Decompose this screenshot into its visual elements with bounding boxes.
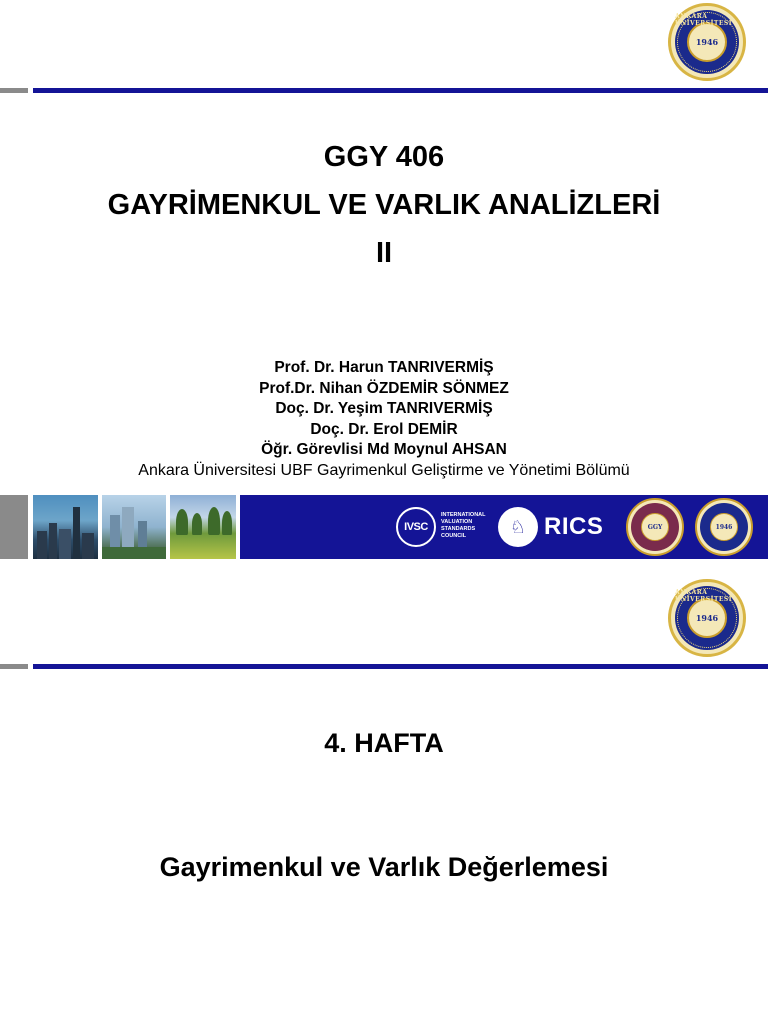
seal-ring bbox=[675, 586, 739, 650]
countryside-field-photo bbox=[170, 495, 236, 559]
footer-banner bbox=[0, 495, 768, 559]
department-badge-logo: GGY bbox=[626, 498, 684, 556]
university-seal-logo bbox=[668, 3, 746, 81]
banner-gray-segment bbox=[0, 495, 28, 559]
course-code: GGY 406 bbox=[323, 141, 445, 173]
seal-emblem bbox=[687, 22, 727, 62]
ivsc-logo: IVSC bbox=[396, 507, 436, 547]
author-name: Öğr. Görevlisi Md Moynul AHSAN bbox=[261, 441, 507, 458]
author-name: Doç. Dr. Yeşim TANRIVERMİŞ bbox=[275, 400, 493, 417]
university-badge-logo: 1946 bbox=[695, 498, 753, 556]
course-part: II bbox=[375, 237, 393, 269]
seal-emblem bbox=[687, 598, 727, 638]
author-name: Prof.Dr. Nihan ÖZDEMİR SÖNMEZ bbox=[259, 379, 509, 397]
course-title bbox=[0, 133, 768, 277]
author-affiliation: Ankara Üniversitesi UBF Gayrimenkul Geliştirme ve Yönetimi Bölümü bbox=[138, 461, 630, 479]
header-divider bbox=[0, 88, 768, 94]
author-name: Doç. Dr. Erol DEMİR bbox=[310, 420, 458, 438]
seal-year: 1946 bbox=[695, 613, 719, 623]
divider-blue-segment bbox=[33, 664, 768, 669]
modern-towers-photo bbox=[102, 495, 166, 559]
week-heading: 4. HAFTA bbox=[324, 728, 444, 758]
divider-blue-segment bbox=[33, 88, 768, 93]
seal-top-text: ANKARA ÜNİVERSİTESİ bbox=[675, 13, 733, 27]
university-seal-logo bbox=[668, 579, 746, 657]
divider-gray-segment bbox=[0, 88, 28, 93]
divider-gray-segment bbox=[0, 664, 28, 669]
content-slide bbox=[0, 560, 768, 1024]
seal-year: 1946 bbox=[695, 37, 719, 47]
seal-ring bbox=[675, 10, 739, 74]
city-skyline-photo bbox=[33, 495, 98, 559]
seal-top-text: ANKARA ÜNİVERSİTESİ bbox=[675, 589, 733, 603]
header-divider bbox=[0, 664, 768, 670]
author-name: Prof. Dr. Harun TANRIVERMİŞ bbox=[274, 359, 494, 376]
rics-logo-text: RICS bbox=[544, 513, 604, 540]
rics-lion-icon: ♘ bbox=[498, 507, 538, 547]
course-name: GAYRİMENKUL VE VARLIK ANALİZLERİ bbox=[107, 189, 661, 221]
lecture-subject: Gayrimenkul ve Varlık Değerlemesi bbox=[159, 852, 609, 882]
author-list bbox=[0, 358, 768, 481]
ivsc-name: INTERNATIONAL VALUATION STANDARDS COUNCIL bbox=[441, 512, 486, 539]
partner-logos-strip bbox=[240, 495, 768, 559]
